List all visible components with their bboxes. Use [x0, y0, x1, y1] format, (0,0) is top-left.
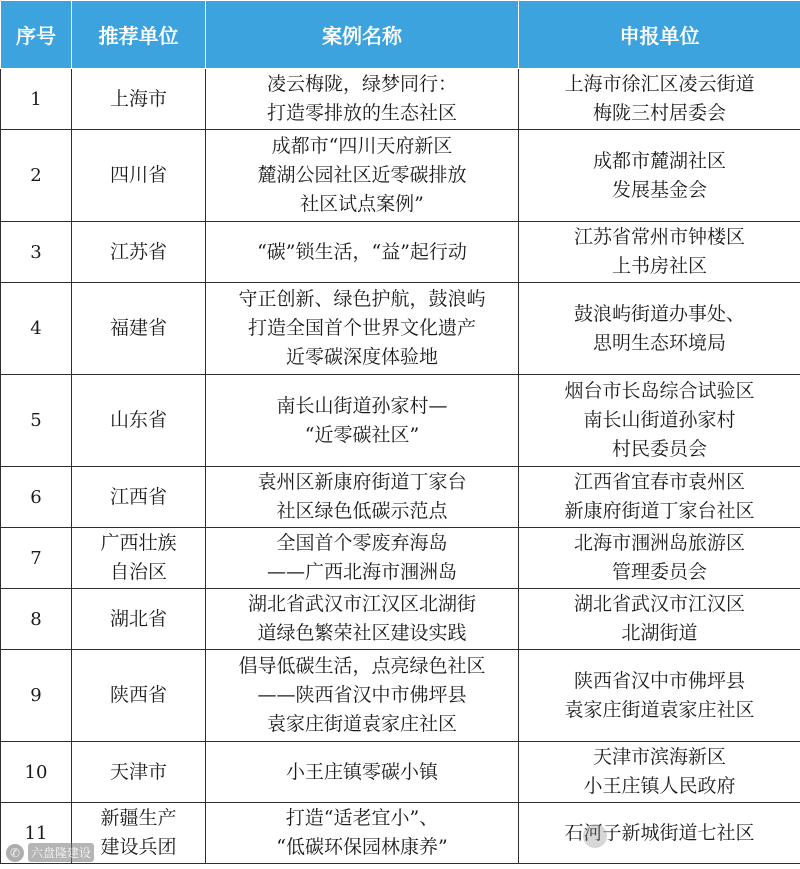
header-recommending-unit: 推荐单位: [72, 1, 206, 69]
cell-applicant: [519, 589, 800, 650]
cell-recommending-unit: [72, 130, 206, 222]
cell-applicant-line: 成都市麓湖社区: [592, 149, 726, 172]
cell-case-name: [206, 589, 519, 650]
cell-applicant-line: 石河子新城街道七社区: [564, 821, 755, 844]
cell-serial: 10: [1, 742, 72, 803]
header-applicant: 申报单位: [519, 1, 800, 69]
cell-applicant-line: 北湖街道: [621, 622, 698, 644]
cell-recommending-unit: [72, 375, 206, 467]
cell-case-name-line: 小王庄镇零碳小镇: [285, 760, 438, 783]
cell-applicant-line: 烟台市长岛综合试验区: [564, 380, 755, 402]
cell-applicant: [519, 283, 800, 375]
cell-applicant-line: 南长山街道孙家村: [583, 409, 736, 431]
cell-applicant-line: 新康府街道丁家台社区: [564, 500, 755, 522]
cell-recommending-unit-line: 天津市: [109, 760, 167, 783]
cell-case-name: [206, 528, 519, 589]
cell-case-name: [206, 283, 519, 375]
cell-recommending-unit: [72, 589, 206, 650]
cell-serial: 5: [1, 375, 72, 467]
cell-serial: 3: [1, 222, 72, 283]
cell-applicant: [519, 467, 800, 528]
cell-case-name: [206, 222, 519, 283]
header-case-name: 案例名称: [206, 1, 519, 69]
cell-applicant: [519, 803, 800, 864]
cell-recommending-unit: [72, 222, 206, 283]
cell-recommending-unit-line: 自治区: [109, 561, 167, 583]
cell-case-name-line: 全国首个零废弃海岛: [276, 532, 448, 554]
table-row: [1, 69, 800, 130]
cell-case-name: [206, 650, 519, 742]
cell-case-name-line: “近零碳社区”: [304, 423, 420, 446]
cell-recommending-unit: [72, 528, 206, 589]
cell-serial: 1: [1, 69, 72, 130]
table-row: [1, 650, 800, 742]
cell-serial: 2: [1, 130, 72, 222]
cell-applicant: [519, 130, 800, 222]
cell-recommending-unit-line: 建设兵团: [100, 836, 177, 858]
header-row: [1, 1, 800, 69]
cell-applicant: [519, 375, 800, 467]
cell-recommending-unit: [72, 467, 206, 528]
watermark-seal-icon: [583, 824, 607, 848]
table-row: [1, 283, 800, 375]
cell-case-name-line: 近零碳深度体验地: [285, 346, 438, 368]
cell-recommending-unit-line: 四川省: [109, 164, 167, 186]
table-row: [1, 222, 800, 283]
cell-case-name-line: 打造零排放的生态社区: [266, 102, 457, 124]
cell-serial: 9: [1, 650, 72, 742]
cell-recommending-unit-line: 江苏省: [109, 240, 167, 263]
cell-applicant-line: 村民委员会: [611, 438, 707, 460]
cell-recommending-unit-line: 广西壮族: [100, 532, 177, 554]
cell-recommending-unit-line: 江西省: [109, 485, 167, 508]
watermark-text: 六盘隆建设: [28, 843, 94, 862]
table-row: [1, 528, 800, 589]
cell-applicant-line: 上海市徐汇区凌云街道: [564, 73, 755, 95]
cell-applicant-line: 袁家庄街道袁家庄社区: [564, 698, 755, 721]
cell-serial: 4: [1, 283, 72, 375]
cell-applicant: [519, 69, 800, 130]
cell-case-name-line: 凌云梅陇，绿梦同行：: [266, 73, 457, 95]
cell-recommending-unit-line: 山东省: [109, 409, 167, 431]
cell-serial: 6: [1, 467, 72, 528]
cell-recommending-unit: [72, 650, 206, 742]
chat-bubble-icon: ✆: [6, 844, 24, 862]
cell-recommending-unit-line: 福建省: [109, 317, 167, 339]
cell-applicant: [519, 742, 800, 803]
table-row: [1, 375, 800, 467]
cell-case-name-line: ——广西北海市涠洲岛: [266, 561, 457, 583]
table-row: [1, 467, 800, 528]
cell-recommending-unit-line: 新疆生产: [100, 807, 177, 829]
table-row: [1, 589, 800, 650]
cell-applicant-line: 天津市滨海新区: [592, 746, 726, 768]
cell-applicant: [519, 650, 800, 742]
cell-serial: 8: [1, 589, 72, 650]
cell-applicant-line: 江苏省常州市钟楼区: [573, 226, 745, 248]
cell-case-name-line: 南长山街道孙家村—: [276, 394, 448, 417]
cell-case-name: [206, 375, 519, 467]
cell-case-name: [206, 803, 519, 864]
cell-applicant-line: 发展基金会: [611, 178, 707, 201]
cell-recommending-unit-line: 陕西省: [109, 684, 167, 706]
cell-recommending-unit: [72, 742, 206, 803]
cell-case-name-line: 打造“适老宜小”、: [285, 807, 439, 829]
cell-applicant-line: 管理委员会: [611, 561, 707, 583]
cell-applicant-line: 上书房社区: [611, 255, 707, 277]
cell-applicant: [519, 528, 800, 589]
cell-recommending-unit: [72, 69, 206, 130]
cell-applicant-line: 梅陇三村居委会: [592, 102, 726, 124]
cell-case-name: [206, 742, 519, 803]
cell-case-name-line: 袁家庄街道袁家庄社区: [266, 713, 457, 735]
cell-applicant-line: 湖北省武汉市江汉区: [573, 593, 745, 615]
cell-case-name-line: 守正创新、绿色护航，鼓浪屿: [238, 288, 486, 310]
cell-applicant-line: 小王庄镇人民政府: [583, 775, 736, 797]
cell-applicant: [519, 222, 800, 283]
cell-case-name-line: 社区试点案例”: [300, 193, 424, 215]
header-serial: 序号: [1, 1, 72, 69]
cell-case-name-line: “低碳环保园林康养”: [276, 836, 448, 858]
cell-case-name-line: 社区绿色低碳示范点: [276, 500, 448, 522]
cell-case-name: [206, 467, 519, 528]
table-row: [1, 130, 800, 222]
cell-case-name-line: 道绿色繁荣社区建设实践: [257, 622, 467, 644]
cell-applicant-line: 思明生态环境局: [592, 331, 726, 354]
cell-case-name-line: 麓湖公园社区近零碳排放: [257, 164, 467, 186]
cell-applicant-line: 陕西省汉中市佛坪县: [573, 669, 745, 692]
cell-applicant-line: 江西省宜春市袁州区: [573, 471, 745, 493]
table-row: [1, 742, 800, 803]
cell-serial: 11: [1, 803, 72, 864]
cell-recommending-unit: [72, 283, 206, 375]
watermark: [6, 843, 94, 862]
cell-applicant-line: 北海市涠洲岛旅游区: [573, 532, 745, 554]
table-row: [1, 803, 800, 864]
cell-case-name-line: 倡导低碳生活，点亮绿色社区: [238, 655, 486, 677]
table-body: [1, 69, 800, 864]
cell-case-name-line: 成都市“四川天府新区: [271, 135, 453, 157]
cell-case-name: [206, 130, 519, 222]
cell-recommending-unit-line: 湖北省: [109, 607, 167, 630]
cell-case-name: [206, 69, 519, 130]
cell-case-name-line: 打造全国首个世界文化遗产: [247, 317, 476, 339]
cell-applicant-line: 鼓浪屿街道办事处、: [573, 302, 745, 325]
cell-case-name-line: “碳”锁生活，“益”起行动: [257, 240, 467, 263]
cell-recommending-unit-line: 上海市: [109, 87, 167, 110]
cell-case-name-line: 袁州区新康府街道丁家台: [257, 471, 467, 493]
cell-serial: 7: [1, 528, 72, 589]
cell-case-name-line: 湖北省武汉市江汉区北湖街: [247, 593, 476, 615]
cell-case-name-line: ——陕西省汉中市佛坪县: [257, 684, 467, 706]
